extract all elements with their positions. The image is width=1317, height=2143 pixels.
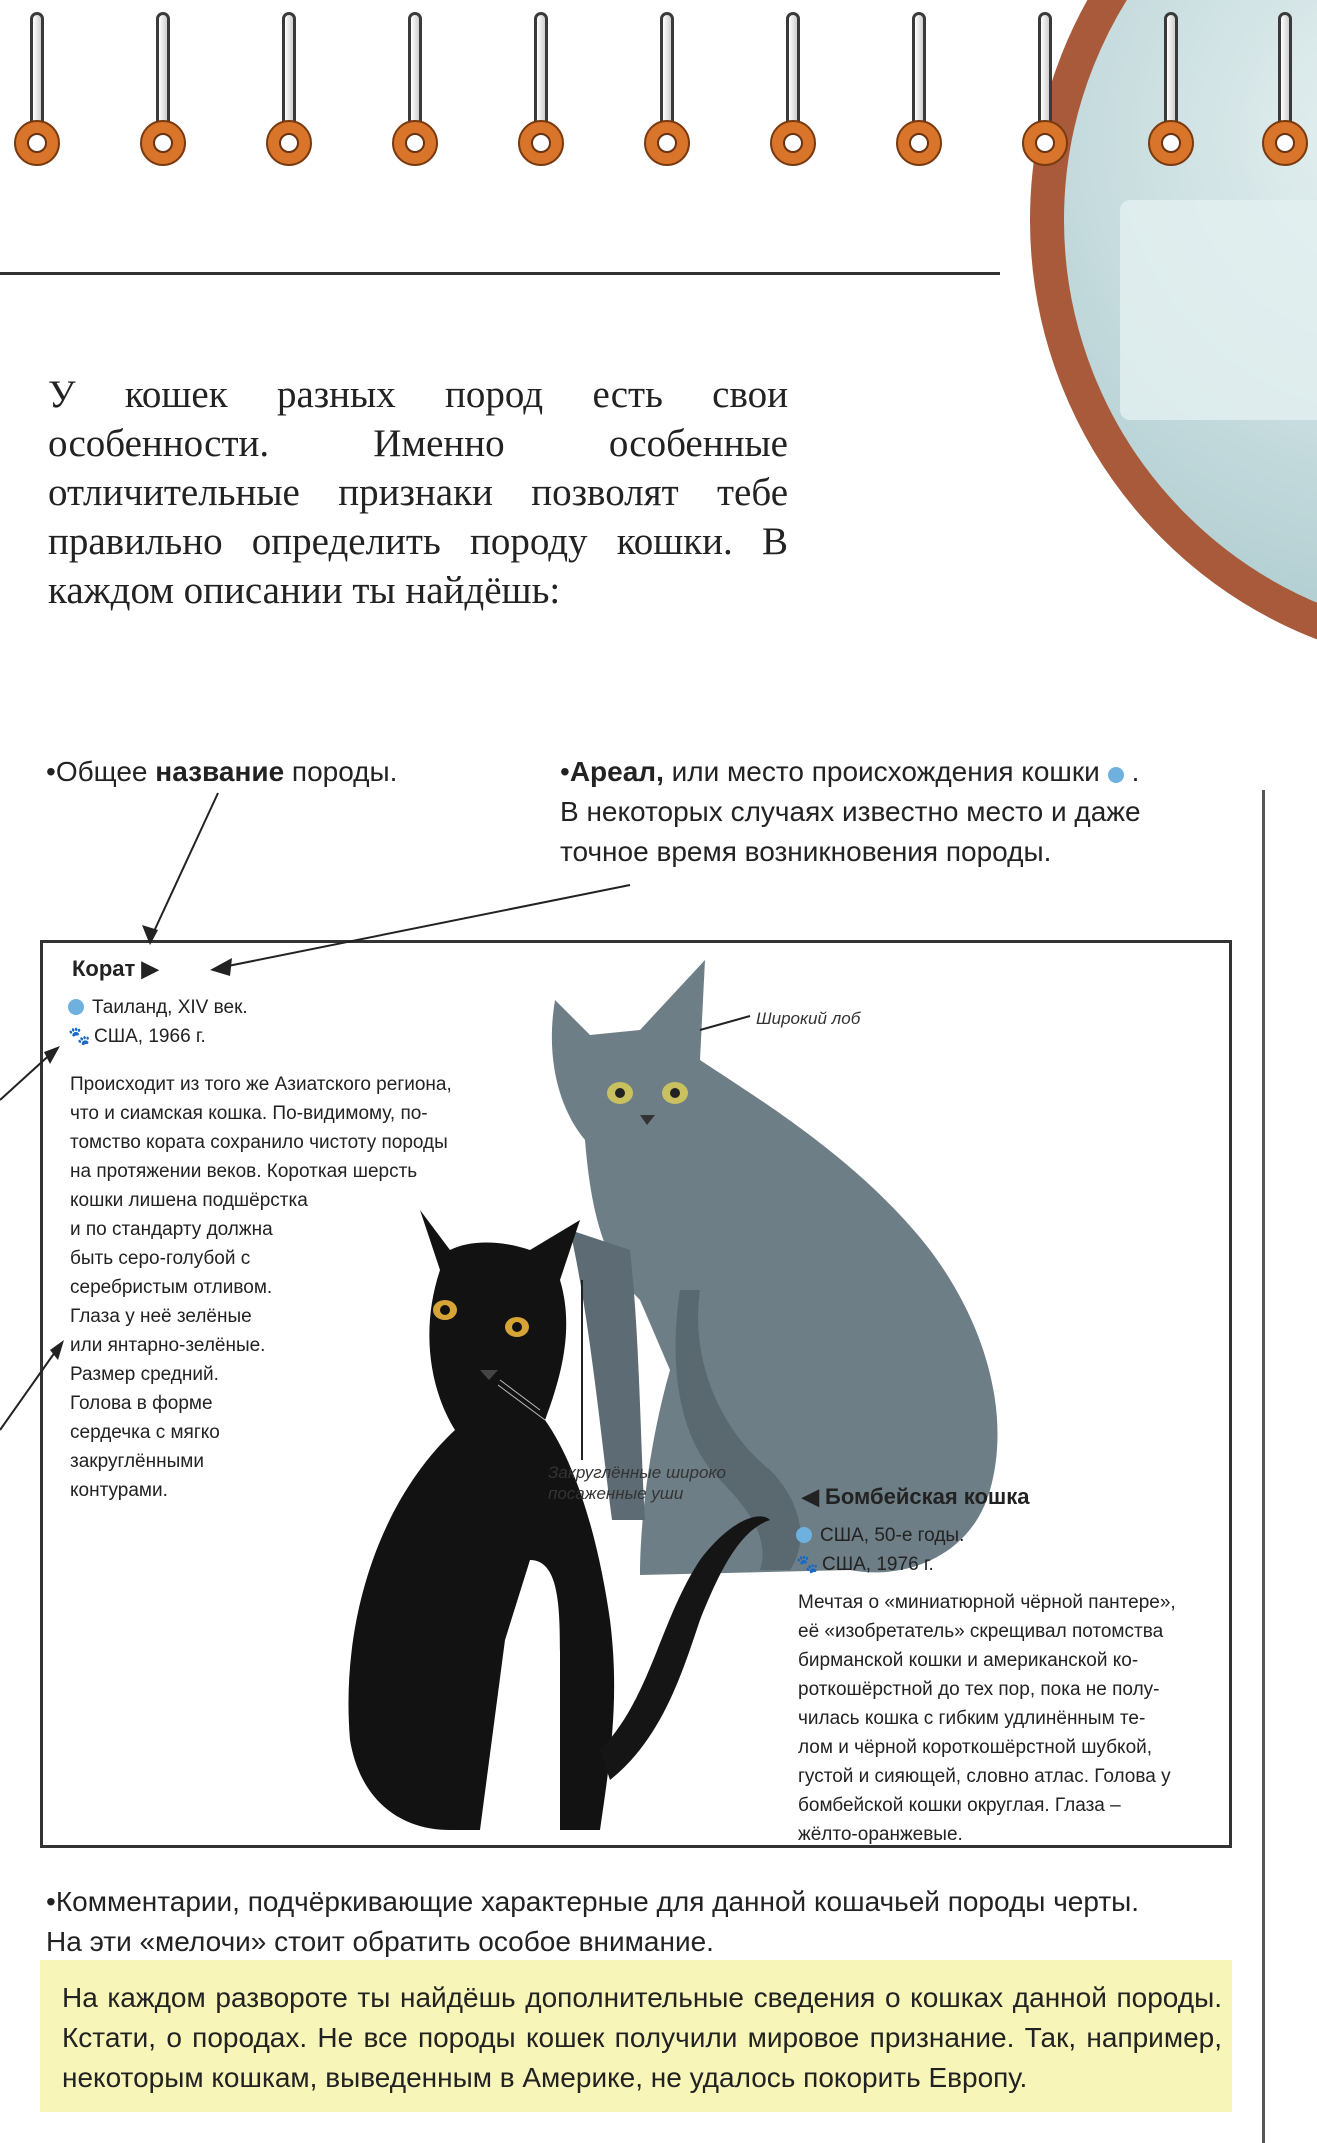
- korat-origin: Таиланд, XIV век.: [92, 997, 248, 1018]
- bullet-areal-text: или место происхождения кошки: [663, 756, 1100, 787]
- korat-line: Голова в форме: [70, 1393, 213, 1414]
- bullet-name-bold: название: [155, 756, 285, 787]
- label-ears: [548, 1462, 726, 1504]
- globe-icon: [796, 1527, 812, 1543]
- korat-line: томство кората сохранило чистоту породы: [70, 1132, 448, 1153]
- bullet-areal-line3: точное время возникновения породы.: [560, 836, 1052, 867]
- korat-meta: [68, 994, 248, 1051]
- bullet-areal-bold: Ареал,: [569, 756, 664, 787]
- korat-line: контурами.: [70, 1480, 168, 1501]
- korat-line: кошки лишена подшёрстка: [70, 1190, 308, 1211]
- paw-icon: 🐾: [68, 1026, 91, 1046]
- globe-icon: [68, 999, 84, 1015]
- bombay-origin: США, 50-е годы.: [820, 1525, 965, 1546]
- arrow-left-icon: ◀: [802, 1484, 819, 1509]
- korat-line: быть серо-голубой с: [70, 1248, 251, 1269]
- paw-icon: 🐾: [796, 1554, 819, 1574]
- korat-line: Размер средний.: [70, 1364, 219, 1385]
- korat-description: [70, 1070, 452, 1505]
- intro-paragraph: У кошек разных пород есть свои особенности. Именно особенные отличительные признаки позволят тебе правильно определить породу кошки. В каждом описании ты найдёшь:: [48, 373, 788, 612]
- bombay-line: бирманской кошки и американской ко-: [798, 1650, 1139, 1671]
- bullet-areal: •Ареал, или место происхождения кошки . В некоторых случаях известно место и даже точное время возникновения породы.: [560, 752, 1240, 872]
- korat-recognition: США, 1966 г.: [94, 1026, 206, 1047]
- bombay-line: лом и чёрной короткошёрстной шубкой,: [798, 1737, 1153, 1758]
- korat-line: на протяжении веков. Короткая шерсть: [70, 1161, 418, 1182]
- korat-line: закруглёнными: [70, 1451, 204, 1472]
- arrow-right-icon: ▶: [141, 956, 159, 981]
- korat-line: что и сиамская кошка. По-видимому, по-: [70, 1103, 428, 1124]
- bombay-line: бомбейской кошки округлая. Глаза –: [798, 1795, 1121, 1816]
- bombay-line: густой и сияющей, словно атлас. Голова у: [798, 1766, 1171, 1787]
- bombay-meta: [796, 1522, 964, 1579]
- bullet-dot: •: [46, 1886, 56, 1917]
- footer-text: На каждом развороте ты найдёшь дополнительные сведения о кошках данной породы. Кстати, о породах. Не все породы кошек получили мировое признание. Так, например, некоторым кошкам, выведенным в Америке, не удалось покорить Европу.: [62, 1982, 1222, 2093]
- bombay-description: [798, 1588, 1176, 1849]
- korat-title: Корат ▶: [72, 956, 159, 981]
- bullet-areal-line2: В некоторых случаях известно место и даже: [560, 796, 1141, 827]
- label-ears-line2: посаженные уши: [548, 1484, 684, 1503]
- korat-line: или янтарно-зелёные.: [70, 1335, 266, 1356]
- bombay-line: жёлто-оранжевые.: [798, 1824, 963, 1845]
- label-ears-line1: Закруглённые широко: [548, 1463, 726, 1482]
- korat-line: серебристым отливом.: [70, 1277, 273, 1298]
- bombay-title: ◀ Бомбейская кошка: [802, 1484, 1030, 1509]
- bombay-recognition: США, 1976 г.: [822, 1554, 934, 1575]
- bullet-comments-line2: На эти «мелочи» стоит обратить особое внимание.: [46, 1926, 714, 1957]
- bullet-dot: •: [560, 756, 570, 787]
- bullet-comments-line1: Комментарии, подчёркивающие характерные для данной кошачьей породы черты.: [55, 1886, 1140, 1917]
- bombay-line: чилась кошка с гибким удлинённым те-: [798, 1708, 1146, 1729]
- bombay-line: её «изобретатель» скрещивал потомства: [798, 1621, 1164, 1642]
- bullet-dot: •: [46, 756, 56, 787]
- bullet-name-suffix: породы.: [284, 756, 398, 787]
- bombay-line: Мечтая о «миниатюрной чёрной пантере»,: [798, 1592, 1176, 1613]
- korat-line: Глаза у неё зелёные: [70, 1306, 252, 1327]
- korat-line: Происходит из того же Азиатского региона,: [70, 1074, 452, 1095]
- bombay-line: роткошёрстной до тех пор, пока не полу-: [798, 1679, 1160, 1700]
- korat-line: и по стандарту должна: [70, 1219, 273, 1240]
- bullet-comments: [46, 1882, 1246, 1962]
- bullet-name-prefix: Общее: [55, 756, 156, 787]
- korat-line: сердечка с мягко: [70, 1422, 220, 1443]
- label-forehead: Широкий лоб: [756, 1009, 861, 1028]
